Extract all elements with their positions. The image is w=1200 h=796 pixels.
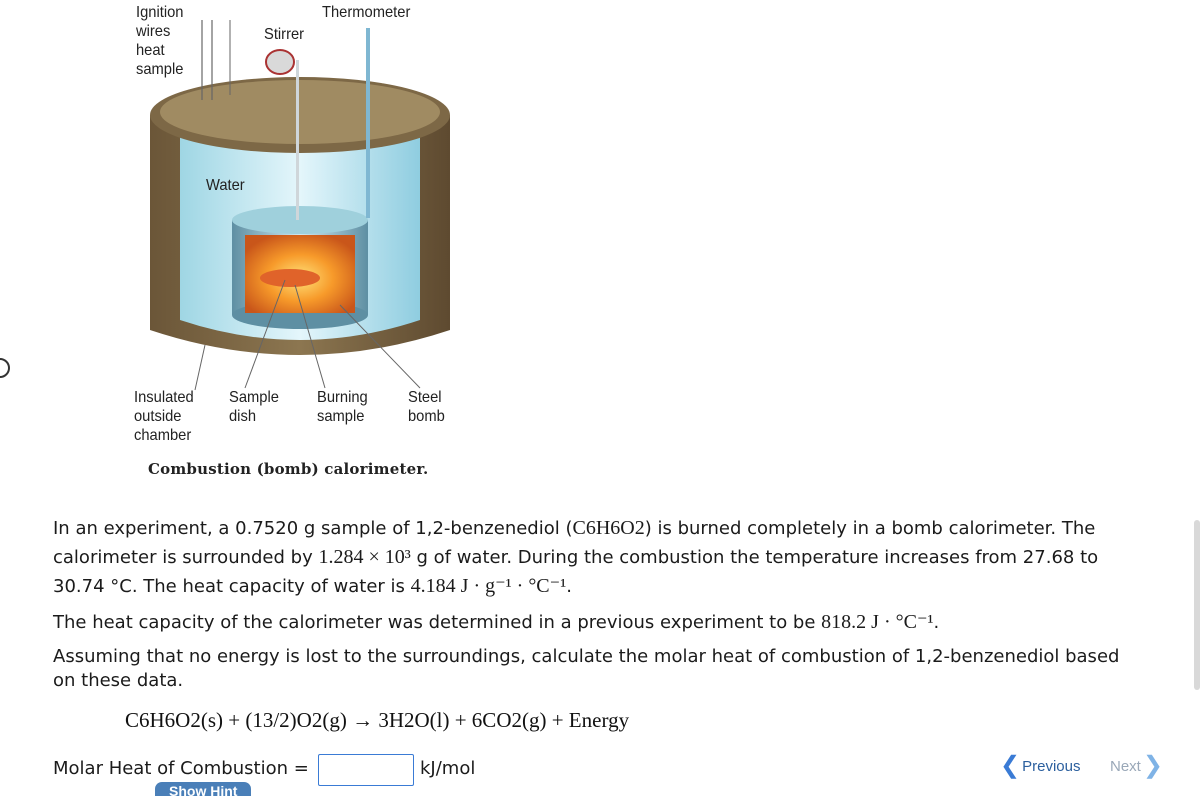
molar-heat-input[interactable] [318, 754, 414, 786]
label-steel-bomb: Steel bomb [408, 389, 445, 425]
p1-text-b: ) is burned completely in a bomb calorimeter. The calorimeter is surrounded by [53, 518, 1096, 568]
previous-label: Previous [1022, 757, 1081, 775]
p2-text-a: The heat capacity of the calorimeter was determined in a previous experiment to be [53, 612, 822, 633]
problem-paragraph-2 [53, 608, 1143, 637]
p1-text-a: In an experiment, a 0.7520 g sample of 1,2-benzenediol ( [53, 518, 573, 539]
label-insulated-chamber: Insulated outside chamber [134, 389, 194, 444]
chevron-right-icon: ❯ [1142, 752, 1163, 779]
p1-end: . [566, 576, 572, 597]
chevron-left-icon: ❮ [1000, 752, 1021, 779]
next-label: Next [1110, 757, 1141, 775]
show-hint-button[interactable]: Show Hint [155, 782, 251, 796]
label-water: Water [206, 177, 245, 194]
answer-label: Molar Heat of Combustion = [53, 758, 309, 779]
label-ignition-wires: Ignition wires heat sample [136, 4, 184, 78]
answer-unit: kJ/mol [420, 758, 476, 779]
p2-calorimeter-capacity: 818.2 J · °C⁻¹ [821, 611, 934, 633]
figure-caption: Combustion (bomb) calorimeter. [148, 460, 429, 478]
problem-paragraph-3: Assuming that no energy is lost to the surroundings, calculate the molar heat of combustion of 1,2-benzenediol based on these data. [53, 646, 1120, 691]
problem-paragraph-1 [53, 514, 1143, 601]
p1-heat-capacity-water: 4.184 J · g⁻¹ · °C⁻¹ [410, 575, 567, 597]
p1-water-mass: 1.284 × 10³ [318, 546, 411, 568]
next-button[interactable] [1110, 752, 1163, 779]
label-stirrer: Stirrer [264, 26, 305, 43]
p1-formula: C6H6O2 [572, 517, 645, 539]
label-sample-dish: Sample dish [229, 389, 279, 425]
p1-text-c: g of water. During the combustion the temperature increases from 27.68 to 30.74 °C. The heat capacity of water is [53, 547, 1099, 597]
scrollbar[interactable] [1194, 520, 1200, 690]
p2-end: . [933, 612, 940, 633]
label-thermometer: Thermometer [322, 4, 411, 21]
previous-button[interactable] [1000, 752, 1081, 779]
label-burning-sample: Burning sample [317, 389, 368, 425]
combustion-equation: C6H6O2(s) + (13/2)O2(g) → 3H2O(l) + 6CO2(g) + Energy [125, 708, 630, 732]
edge-arc [0, 358, 10, 378]
